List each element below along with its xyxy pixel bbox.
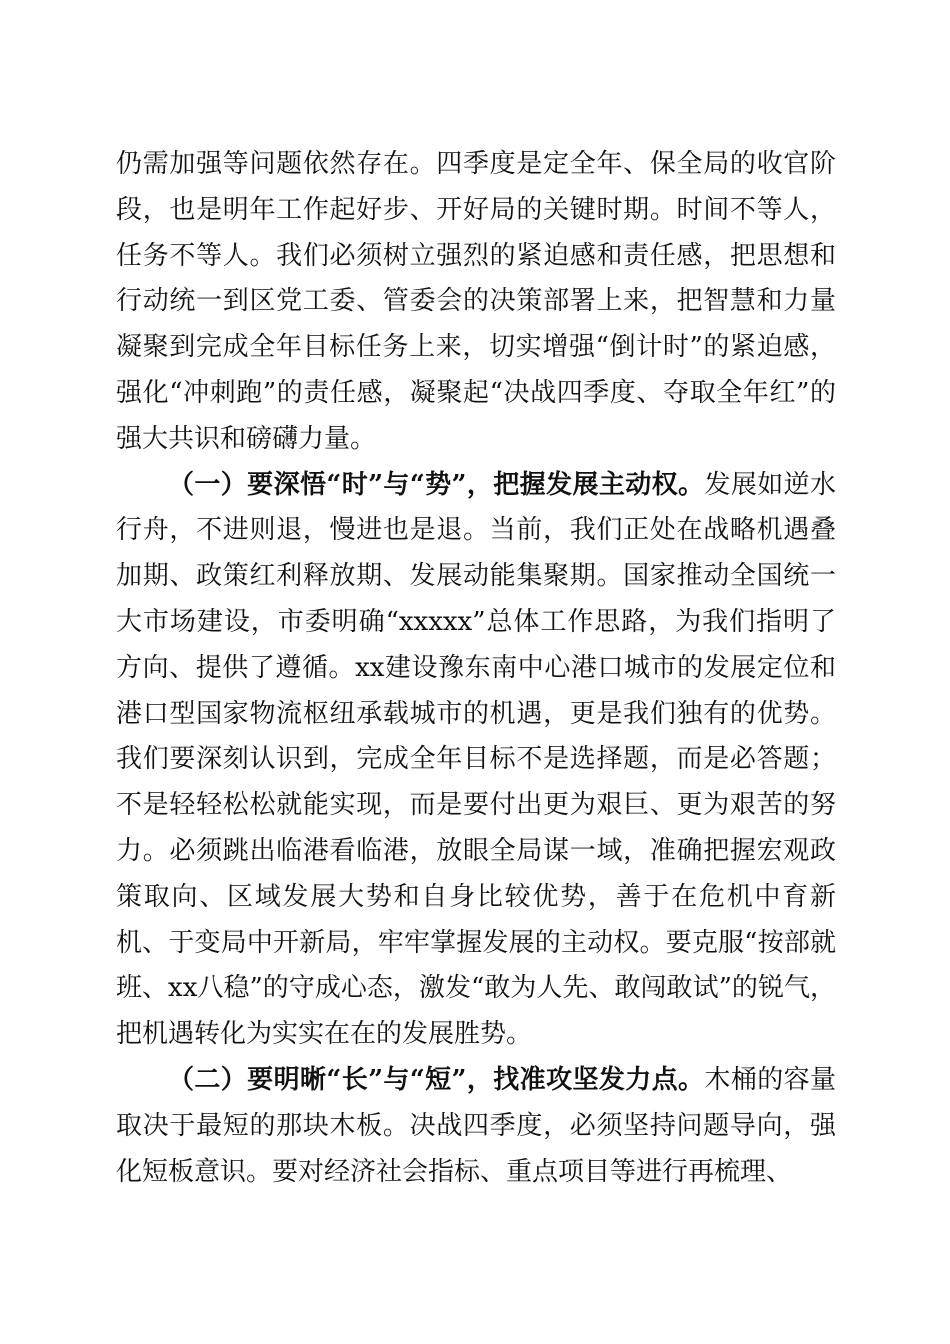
paragraph-text: 仍需加强等问题依然存在。四季度是定全年、保全局的收官阶段，也是明年工作起好步、开好局的关键时期。时间不等人，任务不等人。我们必须树立强烈的紧迫感和责任感，把思想和行动统一到区党工委、管委会的决策部署上来，把智慧和力量凝聚到完成全年目标任务上来，切实增强“倒计时”的紧迫感，强化“冲刺跑”的责任感，凝聚起“决战四季度、夺取全年红”的强大共识和磅礴力量。 [116, 149, 836, 454]
paragraph-text: 木桶的容量取决于最短的那块木板。决战四季度，必须坚持问题导向，强化短板意识。要对经济社会指标、重点项目等进行再梳理、 [116, 1064, 836, 1187]
paragraph-section-1 [116, 463, 836, 1058]
document-body [116, 142, 836, 1195]
section-heading-2: （二）要明晰“长”与“短”，找准攻坚发力点。 [168, 1064, 705, 1095]
paragraph-text: 发展如逆水行舟，不进则退，慢进也是退。当前，我们正处在战略机遇叠加期、政策红利释放期、发展动能集聚期。国家推动全国统一大市场建设，市委明确“xxxxx”总体工作思路，为我们指明了方向、提供了遵循。xx建设豫东南中心港口城市的发展定位和港口型国家物流枢纽承载城市的机遇，更是我们独有的优势。我们要深刻认识到，完成全年目标不是选择题，而是必答题；不是轻轻松松就能实现，而是要付出更为艰巨、更为艰苦的努力。必须跳出临港看临港，放眼全局谋一域，准确把握宏观政策取向、区域发展大势和自身比较优势，善于在危机中育新机、于变局中开新局，牢牢掌握发展的主动权。要克服“按部就班、xx八稳”的守成心态，激发“敢为人先、敢闯敢试”的锐气，把机遇转化为实实在在的发展胜势。 [116, 469, 836, 1050]
paragraph-continued [116, 142, 836, 463]
paragraph-section-2 [116, 1058, 836, 1195]
section-heading-1: （一）要深悟“时”与“势”，把握发展主动权。 [168, 469, 705, 500]
